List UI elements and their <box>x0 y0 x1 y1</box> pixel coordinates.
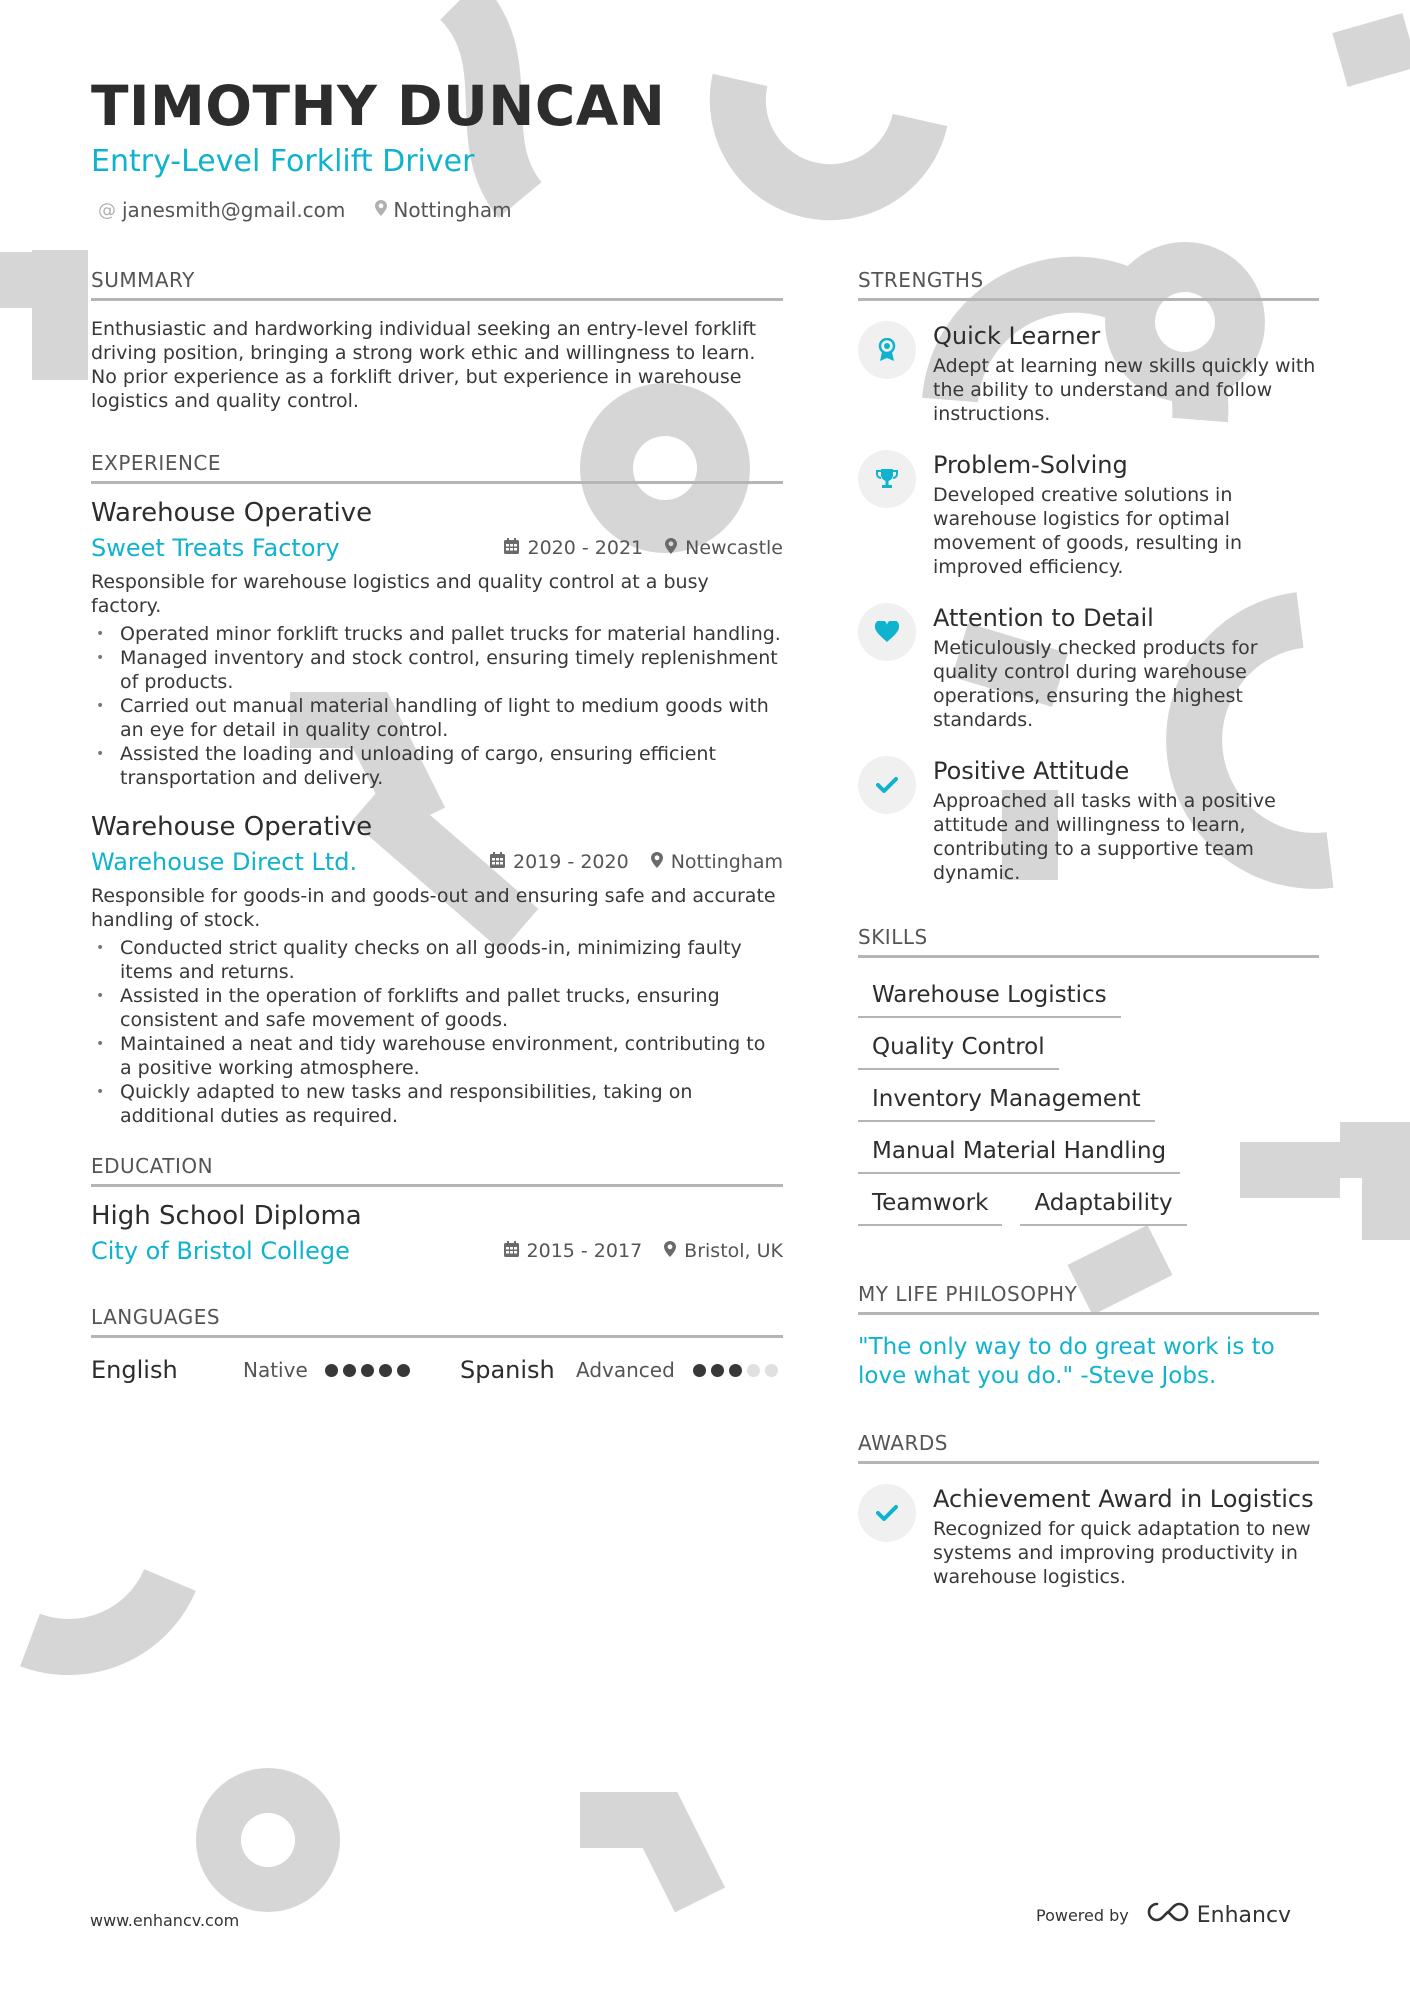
company-row <box>91 848 783 876</box>
philosophy-quote: "The only way to do great work is to love what you do." -Steve Jobs. <box>858 1334 1275 1389</box>
at-sign-icon: @ <box>98 199 116 221</box>
education-dates <box>504 1240 643 1262</box>
strength-content <box>933 756 1319 885</box>
strength-description: Adept at learning new skills quickly with the ability to understand and follow instructions. <box>933 355 1316 425</box>
rating-dot <box>325 1364 338 1377</box>
location-pin-icon <box>375 200 387 221</box>
email-text: janesmith@gmail.com <box>122 198 346 222</box>
philosophy-heading: MY LIFE PHILOSOPHY <box>858 1282 1319 1315</box>
rating-dot <box>361 1364 374 1377</box>
rating-dot <box>711 1364 724 1377</box>
rating-dot <box>765 1364 778 1377</box>
rating-dot <box>729 1364 742 1377</box>
awards-heading: AWARDS <box>858 1431 1319 1464</box>
strength-item <box>858 603 1319 732</box>
award-ribbon-icon <box>858 321 916 379</box>
strength-description: Developed creative solutions in warehouse logistics for optimal movement of goods, resulting in improved efficiency. <box>933 484 1242 578</box>
awards-section <box>858 1431 1319 1589</box>
rating-dot <box>693 1364 706 1377</box>
job-bullet: • Quickly adapted to new tasks and responsibilities, taking on additional duties as required. <box>91 1080 783 1128</box>
location-pin-icon <box>665 538 677 559</box>
skills-list <box>858 978 1319 1226</box>
skill-tag: Adaptability <box>1020 1186 1186 1226</box>
heart-icon <box>858 603 916 661</box>
language-level: Native <box>243 1358 308 1382</box>
skill-tag: Warehouse Logistics <box>858 978 1121 1018</box>
job-meta <box>504 537 783 559</box>
job-bullets <box>91 936 783 1128</box>
summary-heading: SUMMARY <box>91 268 783 301</box>
location-pin-icon <box>651 852 663 873</box>
brand-logo[interactable] <box>1145 1900 1291 1930</box>
trophy-icon <box>858 450 916 508</box>
award-title: Achievement Award in Logistics <box>933 1485 1314 1513</box>
languages-row <box>91 1350 783 1390</box>
language-name: English <box>91 1356 178 1384</box>
job-location-text: Nottingham <box>670 851 783 873</box>
strength-item <box>858 756 1319 885</box>
philosophy-section <box>858 1282 1319 1391</box>
strength-content <box>933 450 1319 579</box>
job-title: Warehouse Operative <box>91 812 373 842</box>
powered-by-label: Powered by <box>1036 1905 1129 1925</box>
brand-name: Enhancv <box>1196 1902 1292 1928</box>
skill-tag: Inventory Management <box>858 1082 1155 1122</box>
award-description: Recognized for quick adaptation to new systems and improving productivity in warehouse logistics. <box>933 1518 1311 1588</box>
job-description: Responsible for goods-in and goods-out and ensuring safe and accurate handling of stock. <box>91 885 776 931</box>
email-contact[interactable] <box>98 198 345 222</box>
job-bullets <box>91 622 783 790</box>
calendar-icon <box>504 538 519 559</box>
location-text: Nottingham <box>393 198 512 222</box>
calendar-icon <box>490 852 505 873</box>
location-contact <box>375 198 511 222</box>
job-location-text: Newcastle <box>685 537 783 559</box>
left-column <box>91 268 783 1390</box>
language-name: Spanish <box>460 1356 555 1384</box>
company-name: Warehouse Direct Ltd. <box>91 848 358 876</box>
location-pin-icon <box>664 1241 676 1262</box>
rating-dot <box>397 1364 410 1377</box>
experience-section <box>91 451 783 1128</box>
strength-title: Attention to Detail <box>933 604 1154 632</box>
strength-description: Approached all tasks with a positive attitude and willingness to learn, contributing to a supportive team dynamic. <box>933 790 1276 884</box>
skill-tag: Teamwork <box>858 1186 1002 1226</box>
rating-dot <box>379 1364 392 1377</box>
job-title: Warehouse Operative <box>91 498 373 528</box>
strength-item <box>858 450 1319 579</box>
strength-content <box>933 603 1319 732</box>
education-heading: EDUCATION <box>91 1154 783 1187</box>
education-meta <box>504 1240 783 1262</box>
languages-heading: LANGUAGES <box>91 1305 783 1338</box>
job-bullet: • Maintained a neat and tidy warehouse environment, contributing to a positive working atmosphere. <box>91 1032 783 1080</box>
job-dates <box>490 851 629 873</box>
job-meta <box>490 851 783 873</box>
contact-info <box>98 198 512 222</box>
summary-section <box>91 268 783 413</box>
award-item <box>858 1484 1319 1589</box>
education-location <box>664 1240 783 1262</box>
education-location-text: Bristol, UK <box>684 1240 783 1262</box>
right-column <box>858 268 1319 1613</box>
skill-tag: Manual Material Handling <box>858 1134 1180 1174</box>
strength-content <box>933 321 1319 426</box>
company-row <box>91 534 783 562</box>
experience-entry <box>91 810 783 1128</box>
calendar-icon <box>504 1241 519 1262</box>
skill-tag: Quality Control <box>858 1030 1059 1070</box>
checkmark-icon <box>858 756 916 814</box>
experience-entry <box>91 496 783 790</box>
candidate-name: TIMOTHY DUNCAN <box>91 74 666 138</box>
strength-title: Problem-Solving <box>933 451 1128 479</box>
award-content <box>933 1484 1319 1589</box>
school-name: City of Bristol College <box>91 1237 350 1265</box>
job-bullet: • Conducted strict quality checks on all goods-in, minimizing faulty items and returns. <box>91 936 783 984</box>
education-section <box>91 1154 783 1265</box>
experience-heading: EXPERIENCE <box>91 451 783 484</box>
job-bullet: • Assisted in the operation of forklifts and pallet trucks, ensuring consistent and safe movement of goods. <box>91 984 783 1032</box>
language-level: Advanced <box>576 1358 675 1382</box>
job-dates-text: 2019 - 2020 <box>513 851 629 873</box>
company-name: Sweet Treats Factory <box>91 534 340 562</box>
language-rating <box>693 1364 778 1377</box>
strength-title: Quick Learner <box>933 322 1101 350</box>
checkmark-icon <box>858 1484 916 1542</box>
job-dates-text: 2020 - 2021 <box>527 537 644 559</box>
language-rating <box>325 1364 410 1377</box>
strength-title: Positive Attitude <box>933 757 1130 785</box>
summary-text: Enthusiastic and hardworking individual seeking an entry-level forklift driving position, bringing a strong work ethic and willingness to learn. No prior experience as a forklift driver, but experience in warehouse logistics and quality control. <box>91 318 757 412</box>
rating-dot <box>343 1364 356 1377</box>
skills-section <box>858 925 1319 1226</box>
infinity-logo-icon <box>1145 1900 1191 1930</box>
strength-item <box>858 321 1319 426</box>
job-bullet: • Operated minor forklift trucks and pallet trucks for material handling. <box>91 622 783 646</box>
job-location <box>651 851 783 873</box>
candidate-role: Entry-Level Forklift Driver <box>91 144 475 179</box>
job-description: Responsible for warehouse logistics and quality control at a busy factory. <box>91 571 709 617</box>
strengths-section <box>858 268 1319 885</box>
degree-title: High School Diploma <box>91 1201 362 1231</box>
footer-branding <box>1036 1900 1291 1930</box>
job-dates <box>504 537 643 559</box>
education-dates-text: 2015 - 2017 <box>526 1240 643 1262</box>
footer-website-link[interactable]: www.enhancv.com <box>90 1911 240 1930</box>
rating-dot <box>747 1364 760 1377</box>
skills-heading: SKILLS <box>858 925 1319 958</box>
strengths-heading: STRENGTHS <box>858 268 1319 301</box>
strength-description: Meticulously checked products for quality control during warehouse operations, ensuring the highest standards. <box>933 637 1258 731</box>
job-bullet: • Assisted the loading and unloading of cargo, ensuring efficient transportation and delivery. <box>91 742 783 790</box>
job-bullet: • Managed inventory and stock control, ensuring timely replenishment of products. <box>91 646 783 694</box>
job-bullet: • Carried out manual material handling of light to medium goods with an eye for detail in quality control. <box>91 694 783 742</box>
school-row <box>91 1237 783 1265</box>
job-location <box>665 537 783 559</box>
languages-section <box>91 1305 783 1390</box>
